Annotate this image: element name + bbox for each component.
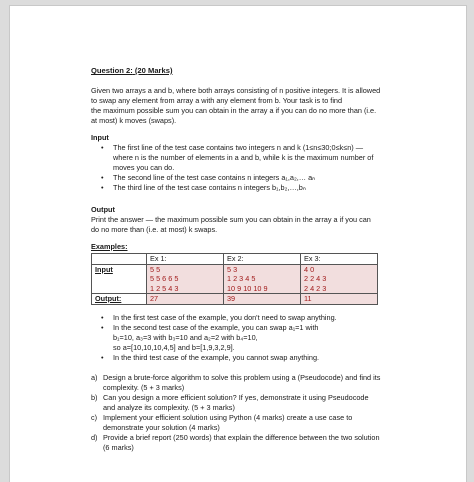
examples-table bbox=[91, 253, 378, 305]
question-title bbox=[91, 66, 461, 76]
task-marker: d) bbox=[91, 432, 98, 442]
bullet-line: • The third line of the test case contains n integers b₁,b₂,…,bₙ bbox=[113, 183, 306, 192]
input-row-label: Input bbox=[92, 264, 147, 294]
note-line: so a=[10,10,10,4,5] and b=[1,9,3,2,9]. bbox=[113, 342, 235, 352]
intro-paragraph bbox=[91, 86, 461, 126]
task-line: Can you design a more efficient solution? If yes, demonstrate it using Pseudocode bbox=[103, 392, 369, 402]
task-line: (6 marks) bbox=[103, 442, 134, 452]
task-item bbox=[91, 392, 461, 413]
cell-line: 5 5 bbox=[150, 264, 161, 274]
input-heading: Input bbox=[91, 133, 109, 142]
examples-heading: Examples: bbox=[91, 242, 128, 251]
table-cell: 11 bbox=[301, 294, 378, 305]
output-row-label: Output: bbox=[92, 294, 147, 305]
cell-line: 4 0 bbox=[304, 264, 315, 274]
question-content bbox=[91, 66, 461, 453]
task-item bbox=[91, 432, 461, 453]
table-header-row bbox=[92, 254, 378, 265]
note-line: • In the second test case of the example, you can swap a₁=1 with bbox=[113, 322, 319, 332]
question-number: Question 2: bbox=[91, 66, 133, 75]
cell-line: 1 2 3 4 5 bbox=[227, 274, 256, 283]
question-marks: (20 Marks) bbox=[134, 66, 173, 75]
task-item bbox=[91, 412, 461, 433]
intro-line: to swap any element from array a with any element from b. Your task is to find bbox=[91, 96, 343, 105]
task-marker: a) bbox=[91, 372, 98, 382]
task-line: Design a brute-force algorithm to solve this problem using a (Pseudocode) and find its bbox=[103, 372, 381, 382]
cell-line: 2 2 4 3 bbox=[304, 274, 327, 283]
note-line: • In the first test case of the example, you don't need to swap anything. bbox=[113, 312, 337, 322]
input-bullet bbox=[113, 143, 461, 173]
table-cell bbox=[147, 264, 224, 294]
bullet-line: moves you can do. bbox=[113, 163, 175, 172]
cell-line: 10 9 10 10 9 bbox=[227, 283, 268, 293]
table-row-output bbox=[92, 294, 378, 305]
example-notes bbox=[91, 313, 461, 363]
cell-line: 5 3 bbox=[227, 264, 238, 274]
note-line: • In the third test case of the example, you cannot swap anything. bbox=[113, 352, 320, 362]
cell-line: 2 4 2 3 bbox=[304, 283, 327, 293]
output-line: do no more than (i.e. at most) k swaps. bbox=[91, 225, 218, 234]
table-cell bbox=[224, 264, 301, 294]
task-item bbox=[91, 372, 461, 393]
example-note bbox=[113, 313, 461, 323]
task-marker: c) bbox=[91, 412, 98, 422]
task-line: Provide a brief report (250 words) that explain the difference between the two solution bbox=[103, 432, 380, 442]
note-line: b₁=10, a₃=3 with b₃=10 and a₂=2 with b₄=10, bbox=[113, 332, 258, 342]
task-line: Implement your efficient solution using Python (4 marks) create a use case to bbox=[103, 412, 353, 422]
output-heading: Output bbox=[91, 205, 115, 214]
table-header-cell: Ex 3: bbox=[301, 254, 378, 265]
empty-header-cell bbox=[92, 254, 147, 265]
table-header-cell: Ex 1: bbox=[147, 254, 224, 265]
task-line: and analyze its complexity. (5 + 3 marks) bbox=[103, 402, 235, 412]
task-marker: b) bbox=[91, 392, 98, 402]
intro-line: Given two arrays a and b, where both arrays consisting of n positive integers. It is allowed bbox=[91, 86, 381, 95]
task-list bbox=[91, 373, 461, 453]
task-line: demonstrate your solution (4 marks) bbox=[103, 422, 220, 432]
task-line: complexity. (5 + 3 marks) bbox=[103, 382, 185, 392]
table-cell: 27 bbox=[147, 294, 224, 305]
bullet-line: • The first line of the test case contains two integers n and k (1≤n≤30;0≤k≤n) — bbox=[113, 143, 364, 152]
bullet-line: where n is the number of elements in a and b, while k is the maximum number of bbox=[113, 153, 374, 162]
bullet-line: • The second line of the test case contains n integers a₁,a₂,… aₙ bbox=[113, 173, 316, 182]
table-row-input bbox=[92, 264, 378, 294]
table-cell bbox=[301, 264, 378, 294]
intro-line: the maximum possible sum you can obtain in the array a if you can do no more than (i.e. bbox=[91, 106, 377, 115]
table-header-cell: Ex 2: bbox=[224, 254, 301, 265]
example-note bbox=[113, 323, 461, 353]
example-note bbox=[113, 353, 461, 363]
intro-line: at most) k moves (swaps). bbox=[91, 116, 177, 125]
document-page bbox=[9, 5, 467, 482]
input-bullets bbox=[91, 143, 461, 193]
table-cell: 39 bbox=[224, 294, 301, 305]
cell-line: 1 2 5 4 3 bbox=[150, 283, 179, 293]
input-bullet bbox=[113, 173, 461, 183]
output-line: Print the answer — the maximum possible sum you can obtain in the array a if you can bbox=[91, 215, 371, 224]
input-bullet bbox=[113, 183, 461, 193]
cell-line: 5 5 6 6 5 bbox=[150, 274, 179, 283]
